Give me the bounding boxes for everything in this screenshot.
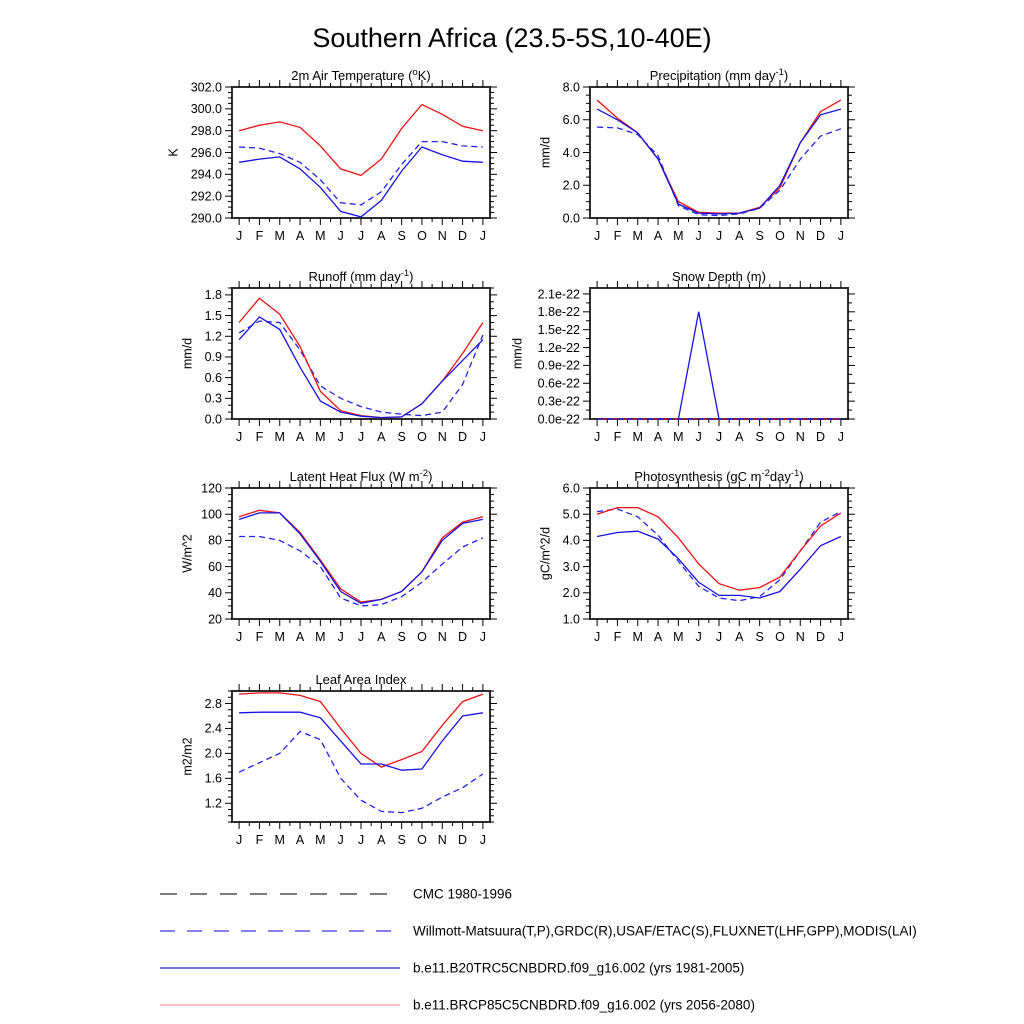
figure-title: Southern Africa (23.5-5S,10-40E)	[312, 23, 712, 53]
panel-title: Precipitation (mm day$^{-1}$)	[649, 67, 789, 83]
y-tick-label: 2.0	[204, 746, 222, 761]
plot-frame	[590, 87, 848, 218]
series-line-obs	[597, 509, 841, 601]
x-tick-label: A	[735, 630, 744, 644]
x-tick-label: J	[593, 229, 601, 243]
x-tick-label: A	[295, 630, 305, 644]
axis-ticks	[583, 80, 855, 225]
x-tick-label: J	[837, 430, 845, 444]
x-tick-label: F	[613, 430, 622, 444]
x-tick-label: M	[315, 229, 326, 243]
x-tick-label: D	[816, 430, 826, 444]
x-tick-label: F	[613, 630, 622, 644]
axis-labels	[180, 468, 486, 644]
series-line-b20tr	[239, 147, 483, 217]
y-tick-label: 20	[208, 612, 222, 627]
y-tick-label: 1.2e-22	[537, 340, 580, 355]
x-tick-label: J	[695, 630, 702, 644]
y-axis-title: K	[166, 148, 181, 157]
y-tick-label: 294.0	[190, 167, 222, 182]
series-line-obs	[239, 537, 483, 606]
panel-lai	[180, 672, 497, 847]
series-line-obs	[239, 321, 483, 416]
y-tick-label: 6.0	[562, 113, 580, 128]
series-line-obs	[597, 127, 841, 215]
y-tick-label: 2.8	[204, 696, 222, 711]
series-line-b20tr	[239, 317, 483, 418]
series-line-rcp85	[239, 298, 483, 417]
x-tick-label: A	[653, 630, 663, 644]
x-tick-label: J	[593, 630, 601, 644]
x-tick-label: M	[632, 430, 643, 444]
y-tick-label: 0.3e-22	[537, 394, 580, 409]
x-tick-label: J	[715, 630, 723, 644]
panel-lhf	[180, 468, 497, 644]
y-tick-label: 0.9e-22	[537, 358, 580, 373]
y-tick-label: 120	[201, 481, 222, 496]
y-tick-label: 0.3	[204, 391, 222, 406]
x-tick-label: F	[255, 630, 264, 644]
x-tick-label: A	[295, 833, 305, 847]
y-axis-title: mm/d	[510, 337, 525, 370]
y-tick-label: 8.0	[562, 80, 580, 95]
plot-frame	[232, 488, 490, 619]
legend-label-obs: Willmott-Matsuura(T,P),GRDC(R),USAF/ETAC(S),FLUXNET(LHF,GPP),MODIS(LAI)	[413, 923, 917, 939]
x-tick-label: J	[479, 833, 487, 847]
panel-t2m	[167, 67, 498, 243]
plot-frame	[590, 288, 848, 419]
x-tick-label: J	[235, 229, 243, 243]
x-tick-label: J	[715, 430, 723, 444]
x-tick-label: M	[632, 229, 643, 243]
x-tick-label: N	[795, 630, 805, 644]
x-tick-label: J	[235, 430, 243, 444]
x-tick-label: J	[593, 430, 601, 444]
x-tick-label: A	[653, 229, 663, 243]
x-tick-label: M	[632, 630, 643, 644]
legend-label-b20tr: b.e11.B20TRC5CNBDRD.f09_g16.002 (yrs 1981-2005)	[413, 960, 745, 976]
x-tick-label: M	[274, 430, 285, 444]
x-tick-label: J	[337, 630, 344, 644]
x-tick-label: D	[458, 229, 468, 243]
axis-ticks	[225, 684, 497, 829]
y-tick-label: 4.0	[562, 145, 580, 160]
y-tick-label: 1.5e-22	[537, 322, 580, 337]
x-tick-label: J	[479, 229, 487, 243]
x-tick-label: J	[837, 229, 845, 243]
legend	[160, 887, 917, 1013]
y-tick-label: 80	[208, 533, 222, 548]
y-axis-title: W/m^2	[180, 534, 195, 573]
y-tick-label: 2.4	[204, 721, 222, 736]
x-tick-label: J	[357, 833, 365, 847]
x-tick-label: J	[337, 229, 344, 243]
x-tick-label: A	[377, 229, 386, 243]
x-tick-label: N	[437, 229, 447, 243]
x-tick-label: J	[357, 630, 365, 644]
axis-labels	[167, 67, 487, 243]
y-tick-label: 2.0	[562, 586, 580, 601]
x-tick-label: O	[775, 229, 785, 243]
x-tick-label: F	[255, 229, 264, 243]
legend-label-rcp85: b.e11.BRCP85C5CNBDRD.f09_g16.002 (yrs 2056-2080)	[413, 997, 755, 1013]
panel-snow	[511, 269, 855, 444]
x-tick-label: N	[437, 630, 447, 644]
x-tick-label: J	[337, 833, 344, 847]
series-line-rcp85	[239, 510, 483, 602]
y-tick-label: 0.6e-22	[537, 376, 580, 391]
x-tick-label: M	[315, 630, 326, 644]
x-tick-label: S	[755, 229, 764, 243]
series-line-rcp85	[239, 693, 483, 767]
x-tick-label: F	[255, 430, 264, 444]
y-tick-label: 0.6	[204, 370, 222, 385]
y-tick-label: 300.0	[190, 102, 222, 117]
y-tick-label: 0.0	[562, 211, 580, 226]
y-tick-label: 4.0	[562, 533, 580, 548]
y-tick-label: 290.0	[190, 211, 222, 226]
panel-title: 2m Air Temperature ($^o$K)	[291, 67, 431, 83]
x-tick-label: S	[755, 430, 764, 444]
x-tick-label: S	[397, 229, 406, 243]
y-tick-label: 1.8e-22	[537, 305, 580, 320]
panel-title: Runoff (mm day$^{-1}$)	[308, 268, 414, 284]
x-tick-label: N	[437, 430, 447, 444]
x-tick-label: A	[295, 229, 305, 243]
y-tick-label: 2.0	[562, 178, 580, 193]
x-tick-label: S	[397, 430, 406, 444]
panel-photo	[538, 468, 855, 644]
x-tick-label: O	[775, 430, 785, 444]
x-tick-label: M	[673, 430, 684, 444]
x-tick-label: J	[837, 630, 845, 644]
x-tick-label: M	[274, 229, 285, 243]
axis-labels	[538, 468, 844, 644]
y-tick-label: 298.0	[190, 123, 222, 138]
x-tick-label: J	[235, 630, 243, 644]
x-tick-label: F	[613, 229, 622, 243]
x-tick-label: S	[397, 630, 406, 644]
x-tick-label: J	[479, 430, 487, 444]
x-tick-label: S	[755, 630, 764, 644]
axis-labels	[511, 269, 844, 444]
x-tick-label: O	[417, 630, 427, 644]
x-tick-label: J	[337, 430, 344, 444]
x-tick-label: S	[397, 833, 406, 847]
y-tick-label: 302.0	[190, 80, 222, 95]
x-tick-label: N	[795, 430, 805, 444]
x-tick-label: M	[315, 430, 326, 444]
y-tick-label: 1.6	[204, 771, 222, 786]
y-tick-label: 1.2	[204, 796, 222, 811]
y-axis-title: m2/m2	[180, 737, 195, 776]
x-tick-label: M	[315, 833, 326, 847]
x-tick-label: O	[417, 833, 427, 847]
series-line-rcp85	[239, 105, 483, 176]
x-tick-label: N	[795, 229, 805, 243]
x-tick-label: A	[377, 430, 386, 444]
axis-ticks	[225, 80, 497, 225]
y-tick-label: 1.5	[204, 308, 222, 323]
plot-frame	[232, 691, 490, 822]
y-tick-label: 5.0	[562, 507, 580, 522]
plot-frame	[232, 87, 490, 218]
y-tick-label: 6.0	[562, 481, 580, 496]
axis-ticks	[225, 481, 497, 626]
x-tick-label: D	[458, 833, 468, 847]
y-tick-label: 1.8	[204, 288, 222, 303]
axis-labels	[538, 67, 844, 243]
panel-title: Latent Heat Flux (W $m^{-2}$)	[289, 468, 433, 484]
axis-labels	[180, 672, 486, 847]
y-tick-label: 0.9	[204, 350, 222, 365]
x-tick-label: A	[653, 430, 663, 444]
x-tick-label: A	[295, 430, 305, 444]
y-tick-label: 296.0	[190, 145, 222, 160]
y-tick-label: 1.2	[204, 329, 222, 344]
series-line-obs	[239, 142, 483, 205]
series-line-b20tr	[239, 513, 483, 603]
x-tick-label: N	[437, 833, 447, 847]
x-tick-label: A	[377, 833, 386, 847]
y-axis-title: mm/d	[180, 337, 195, 370]
x-tick-label: M	[274, 630, 285, 644]
x-tick-label: O	[775, 630, 785, 644]
y-tick-label: 40	[208, 586, 222, 601]
y-tick-label: 3.0	[562, 559, 580, 574]
x-tick-label: J	[695, 229, 702, 243]
panel-precip	[538, 67, 855, 243]
series-line-b20tr	[597, 312, 841, 419]
x-tick-label: M	[673, 630, 684, 644]
x-tick-label: J	[479, 630, 487, 644]
x-tick-label: O	[417, 229, 427, 243]
panel-title: Leaf Area Index	[315, 672, 407, 687]
panels-group	[167, 67, 856, 847]
x-tick-label: D	[816, 229, 826, 243]
x-tick-label: J	[235, 833, 243, 847]
series-line-b20tr	[597, 109, 841, 214]
x-tick-label: J	[357, 430, 365, 444]
x-tick-label: M	[274, 833, 285, 847]
x-tick-label: A	[735, 229, 744, 243]
x-tick-label: J	[357, 229, 365, 243]
x-tick-label: O	[417, 430, 427, 444]
panel-runoff	[180, 268, 497, 444]
axis-ticks	[583, 281, 855, 426]
y-tick-label: 1.0	[562, 612, 580, 627]
x-tick-label: F	[255, 833, 264, 847]
x-tick-label: A	[735, 430, 744, 444]
x-tick-label: D	[458, 430, 468, 444]
y-tick-label: 292.0	[190, 189, 222, 204]
panel-title: Snow Depth (m)	[672, 269, 766, 284]
series-line-obs	[239, 732, 483, 813]
y-tick-label: 0.0	[204, 412, 222, 427]
x-tick-label: D	[816, 630, 826, 644]
x-tick-label: J	[695, 430, 702, 444]
y-tick-label: 60	[208, 559, 222, 574]
y-axis-title: gC/m^2/d	[538, 526, 553, 581]
x-tick-label: D	[458, 630, 468, 644]
legend-label-cmc: CMC 1980-1996	[413, 886, 513, 902]
x-tick-label: A	[377, 630, 386, 644]
y-axis-title: mm/d	[538, 136, 553, 169]
panel-title: Photosynthesis (gC $m^{-2}day^{-1}$)	[634, 468, 804, 484]
y-tick-label: 100	[201, 507, 222, 522]
y-tick-label: 0.0e-22	[537, 412, 580, 427]
series-line-rcp85	[597, 100, 841, 213]
series-line-b20tr	[597, 531, 841, 598]
series-line-rcp85	[597, 508, 841, 591]
y-tick-label: 2.1e-22	[537, 287, 580, 302]
x-tick-label: M	[673, 229, 684, 243]
x-tick-label: J	[715, 229, 723, 243]
